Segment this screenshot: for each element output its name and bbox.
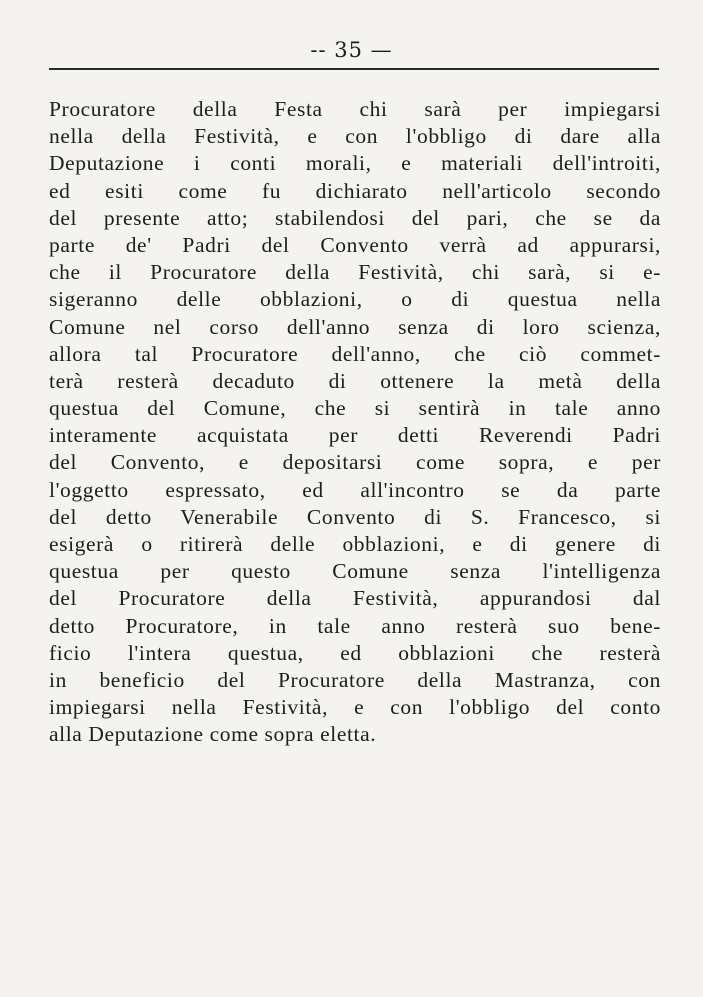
page-number: -- 35 — [310,38,393,62]
text-line: l'oggetto espressato, ed all'incontro se da parte [49,477,661,502]
text-line: allora tal Procuratore dell'anno, che ciò commet- [49,341,661,366]
text-line: sigeranno delle obblazioni, o di questua nella [49,287,661,312]
text-line: esigerà o ritirerà delle obblazioni, e di genere di [49,532,661,556]
text-line: Procuratore della Festa chi sarà per impiegarsi [49,97,661,121]
text-line: alla Deputazione come sopra eletta. [49,722,377,747]
text-line: del Convento, e depositarsi come sopra, e per [49,450,661,475]
text-line: del Procuratore della Festività, appurandosi dal [49,586,661,611]
text-line: interamente acquistata per detti Reverendi Padri [49,423,661,448]
text-line: che il Procuratore della Festività, chi sarà, si e- [49,260,661,285]
text-line: impiegarsi nella Festività, e con l'obbligo del conto [49,695,661,720]
text-line: Comune nel corso dell'anno senza di loro scienza, [49,314,661,339]
text-line: questua del Comune, che si sentirà in tale anno [49,396,661,421]
text-line: ficio l'intera questua, ed obblazioni che resterà [49,640,661,665]
text-line: terà resterà decaduto di ottenere la metà della [49,368,661,393]
text-line: in beneficio del Procuratore della Mastranza, con [49,667,661,692]
text-line: del presente atto; stabilendosi del pari, che se da [49,205,661,230]
header-rule [49,68,659,70]
text-line: questua per questo Comune senza l'intelligenza [49,559,661,584]
text-line: nella della Festività, e con l'obbligo di dare alla [49,124,661,149]
text-line: detto Procuratore, in tale anno resterà suo bene- [49,613,661,638]
text-line: parte de' Padri del Convento verrà ad appurarsi, [49,232,661,257]
text-line: Deputazione i conti morali, e materiali dell'introiti, [49,151,661,176]
text-line: del detto Venerabile Convento di S. Francesco, si [49,504,661,529]
text-line: ed esiti come fu dichiarato nell'articolo secondo [49,178,661,203]
body-text [49,96,661,749]
